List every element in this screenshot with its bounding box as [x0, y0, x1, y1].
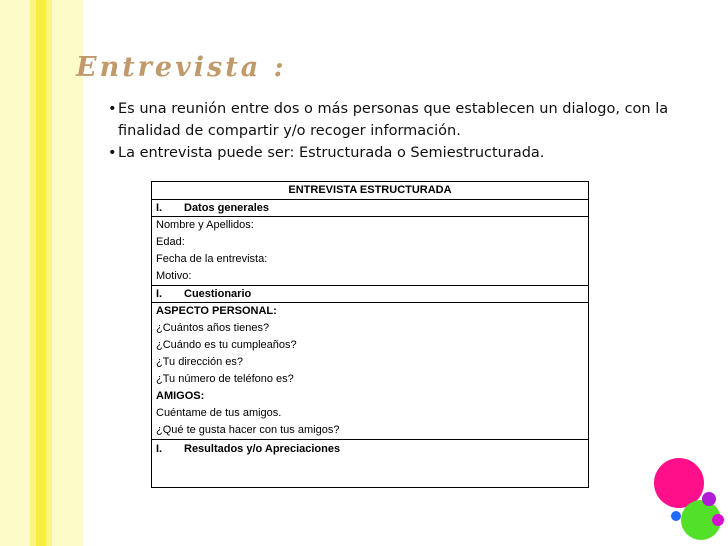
decorative-circle-purple	[702, 492, 716, 506]
section-number: I.	[156, 288, 163, 300]
subsection-heading: AMIGOS:	[156, 390, 205, 402]
field-line: Motivo:	[156, 270, 192, 282]
decorative-stripe	[36, 0, 46, 546]
slide-title: Entrevista :	[76, 52, 287, 83]
decorative-circle-magenta	[712, 514, 724, 526]
question-line: ¿Cuántos años tienes?	[156, 322, 270, 334]
question-line: Cuéntame de tus amigos.	[156, 407, 282, 419]
section-label: Resultados y/o Apreciaciones	[184, 443, 341, 455]
interview-table	[151, 181, 589, 488]
section-number: I.	[156, 202, 163, 214]
field-line: Edad:	[156, 236, 185, 248]
section-label: Cuestionario	[184, 288, 252, 300]
field-line: Fecha de la entrevista:	[156, 253, 268, 265]
section-body-datos	[152, 217, 588, 286]
bullet-dot: •	[108, 145, 117, 161]
question-line: ¿Tu número de teléfono es?	[156, 373, 294, 385]
field-line: Nombre y Apellidos:	[156, 219, 254, 231]
section-number: I.	[156, 443, 163, 455]
section-header-datos	[152, 200, 588, 217]
bullet-list	[108, 98, 708, 164]
subsection-heading: ASPECTO PERSONAL:	[156, 305, 277, 317]
section-header-cuestionario	[152, 286, 588, 303]
section-body-cuestionario	[152, 303, 588, 440]
section-header-resultados	[152, 440, 588, 458]
bullet-item: • La entrevista puede ser: Estructurada o Semiestructurada.	[108, 142, 708, 164]
question-line: ¿Tu dirección es?	[156, 356, 244, 368]
question-line: ¿Qué te gusta hacer con tus amigos?	[156, 424, 340, 436]
bullet-item: • Es una reunión entre dos o más personas que establecen un dialogo, con la finalidad de compartir y/o recoger información.	[108, 98, 708, 142]
section-label: Datos generales	[184, 202, 269, 214]
table-header: ENTREVISTA ESTRUCTURADA	[152, 182, 588, 200]
decorative-circle-blue	[671, 511, 681, 521]
bullet-dot: •	[108, 101, 117, 117]
question-line: ¿Cuándo es tu cumpleaños?	[156, 339, 297, 351]
